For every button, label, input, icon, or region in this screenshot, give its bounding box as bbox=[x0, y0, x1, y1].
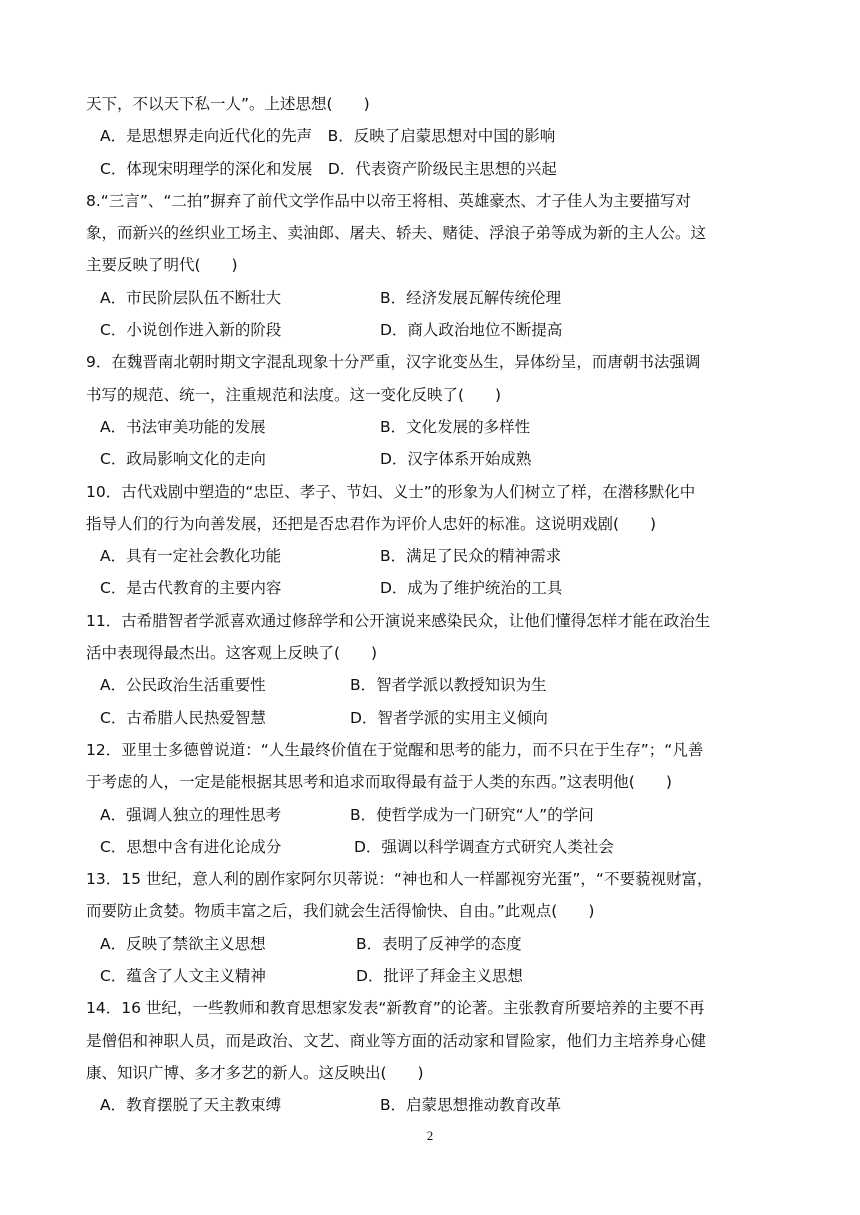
option-a: A．公民政治生活重要性 bbox=[100, 676, 266, 695]
option-d: D．智者学派的实用主义倾向 bbox=[350, 708, 548, 727]
option-b: B．表明了反神学的态度 bbox=[356, 934, 522, 953]
question-7-options-cd: C．体现宋明理学的深化和发展 D．代表资产阶级民主思想的兴起 bbox=[100, 159, 557, 178]
option-d: D．批评了拜金主义思想 bbox=[356, 967, 523, 986]
question-10 bbox=[86, 476, 776, 605]
question-stem-line: 康、知识广博、多才多艺的新人。这反映出( ) bbox=[86, 1063, 424, 1082]
option-b: B．满足了民众的精神需求 bbox=[380, 547, 562, 566]
options-row bbox=[86, 669, 776, 701]
options-row bbox=[86, 1089, 776, 1121]
option-c: C．小说创作进入新的阶段 bbox=[100, 321, 282, 340]
question-12 bbox=[86, 734, 776, 863]
option-c: C．蕴含了人文主义精神 bbox=[100, 967, 266, 986]
options-row bbox=[86, 928, 776, 960]
option-d: D．汉字体系开始成熟 bbox=[380, 450, 532, 469]
page-number: 2 bbox=[426, 1128, 434, 1143]
question-7-options-ab: A．是思想界走向近代化的先声 B．反映了启蒙思想对中国的影响 bbox=[100, 127, 556, 146]
option-d: D．强调以科学调查方式研究人类社会 bbox=[354, 837, 614, 856]
question-stem-line: 12．亚里士多德曾说道：“人生最终价值在于觉醒和思考的能力，而不只在于生存”；“凡善 bbox=[86, 740, 704, 759]
options-row bbox=[86, 799, 776, 831]
question-stem-line: 10．古代戏剧中塑造的“忠臣、孝子、节妇、义士”的形象为人们树立了样，在潜移默化中 bbox=[86, 482, 696, 501]
question-9 bbox=[86, 346, 776, 475]
options-row bbox=[86, 443, 776, 475]
question-11 bbox=[86, 605, 776, 734]
question-8 bbox=[86, 185, 776, 346]
question-7-options-row-2 bbox=[86, 153, 776, 185]
option-c: C．政局影响文化的走向 bbox=[100, 450, 266, 469]
question-stem-line: 活中表现得最杰出。这客观上反映了( ) bbox=[86, 644, 378, 663]
options-row bbox=[86, 572, 776, 604]
question-stem-line: 8.“三言”、“二拍”摒弃了前代文学作品中以帝王将相、英雄豪杰、才子佳人为主要描写对 bbox=[86, 191, 691, 210]
question-stem-line: 指导人们的行为向善发展，还把是否忠君作为评价人忠奸的标准。这说明戏剧( ) bbox=[86, 514, 657, 533]
options-row bbox=[86, 411, 776, 443]
options-row bbox=[86, 540, 776, 572]
question-stem-line: 书写的规范、统一，注重规范和法度。这一变化反映了( ) bbox=[86, 385, 502, 404]
question-stem-line: 主要反映了明代( ) bbox=[86, 256, 238, 275]
option-a: A．反映了禁欲主义思想 bbox=[100, 934, 266, 953]
question-14 bbox=[86, 992, 776, 1121]
option-b: B．使哲学成为一门研究“人”的学问 bbox=[350, 805, 594, 824]
option-a: A．具有一定社会教化功能 bbox=[100, 547, 282, 566]
option-c: C．是古代教育的主要内容 bbox=[100, 579, 282, 598]
option-b: B．经济发展瓦解传统伦理 bbox=[380, 288, 562, 307]
question-stem-line: 14．16 世纪，一些教师和教育思想家发表“新教育”的论著。主张教育所要培养的主要不再 bbox=[86, 999, 705, 1018]
options-row bbox=[86, 831, 776, 863]
question-stem-line: 而要防止贪婪。物质丰富之后，我们就会生活得愉快、自由。”此观点( ) bbox=[86, 902, 595, 921]
option-b: B．文化发展的多样性 bbox=[380, 417, 531, 436]
option-b: B．智者学派以教授知识为生 bbox=[350, 676, 547, 695]
option-a: A．强调人独立的理性思考 bbox=[100, 805, 282, 824]
question-stem-line: 象，而新兴的丝织业工场主、卖油郎、屠夫、轿夫、赌徒、浮浪子弟等成为新的主人公。这 bbox=[86, 224, 707, 243]
options-row bbox=[86, 960, 776, 992]
options-row bbox=[86, 314, 776, 346]
option-c: C．思想中含有进化论成分 bbox=[100, 837, 282, 856]
question-13 bbox=[86, 863, 776, 992]
question-7-options-row-1 bbox=[86, 120, 776, 152]
options-row bbox=[86, 702, 776, 734]
option-d: D．商人政治地位不断提高 bbox=[380, 321, 563, 340]
question-stem-line: 9．在魏晋南北朝时期文字混乱现象十分严重，汉字讹变丛生，异体纷呈，而唐朝书法强调 bbox=[86, 353, 701, 372]
option-d: D．成为了维护统治的工具 bbox=[380, 579, 563, 598]
option-c: C．古希腊人民热爱智慧 bbox=[100, 708, 266, 727]
option-b: B．启蒙思想推动教育改革 bbox=[380, 1096, 562, 1115]
options-row bbox=[86, 282, 776, 314]
question-stem-line: 11．古希腊智者学派喜欢通过修辞学和公开演说来感染民众，让他们懂得怎样才能在政治生 bbox=[86, 611, 711, 630]
question-stem-line: 13．15 世纪，意人利的剧作家阿尔贝蒂说：“神也和人一样鄙视穷光蛋”，“不要藐视财富， bbox=[86, 870, 713, 889]
option-a: A．书法审美功能的发展 bbox=[100, 417, 266, 436]
option-a: A．市民阶层队伍不断壮大 bbox=[100, 288, 282, 307]
question-content bbox=[86, 88, 776, 1122]
question-stem-line: 于考虑的人，一定是能根据其思考和追求而取得最有益于人类的东西。”这表明他( ) bbox=[86, 773, 672, 792]
question-7-stem-tail: 天下，不以天下私一人”。上述思想( ) bbox=[86, 95, 370, 113]
question-stem-line: 是僧侣和神职人员，而是政治、文艺、商业等方面的活动家和冒险家，他们力主培养身心健 bbox=[86, 1031, 707, 1050]
option-a: A．教育摆脱了天主教束缚 bbox=[100, 1096, 282, 1115]
